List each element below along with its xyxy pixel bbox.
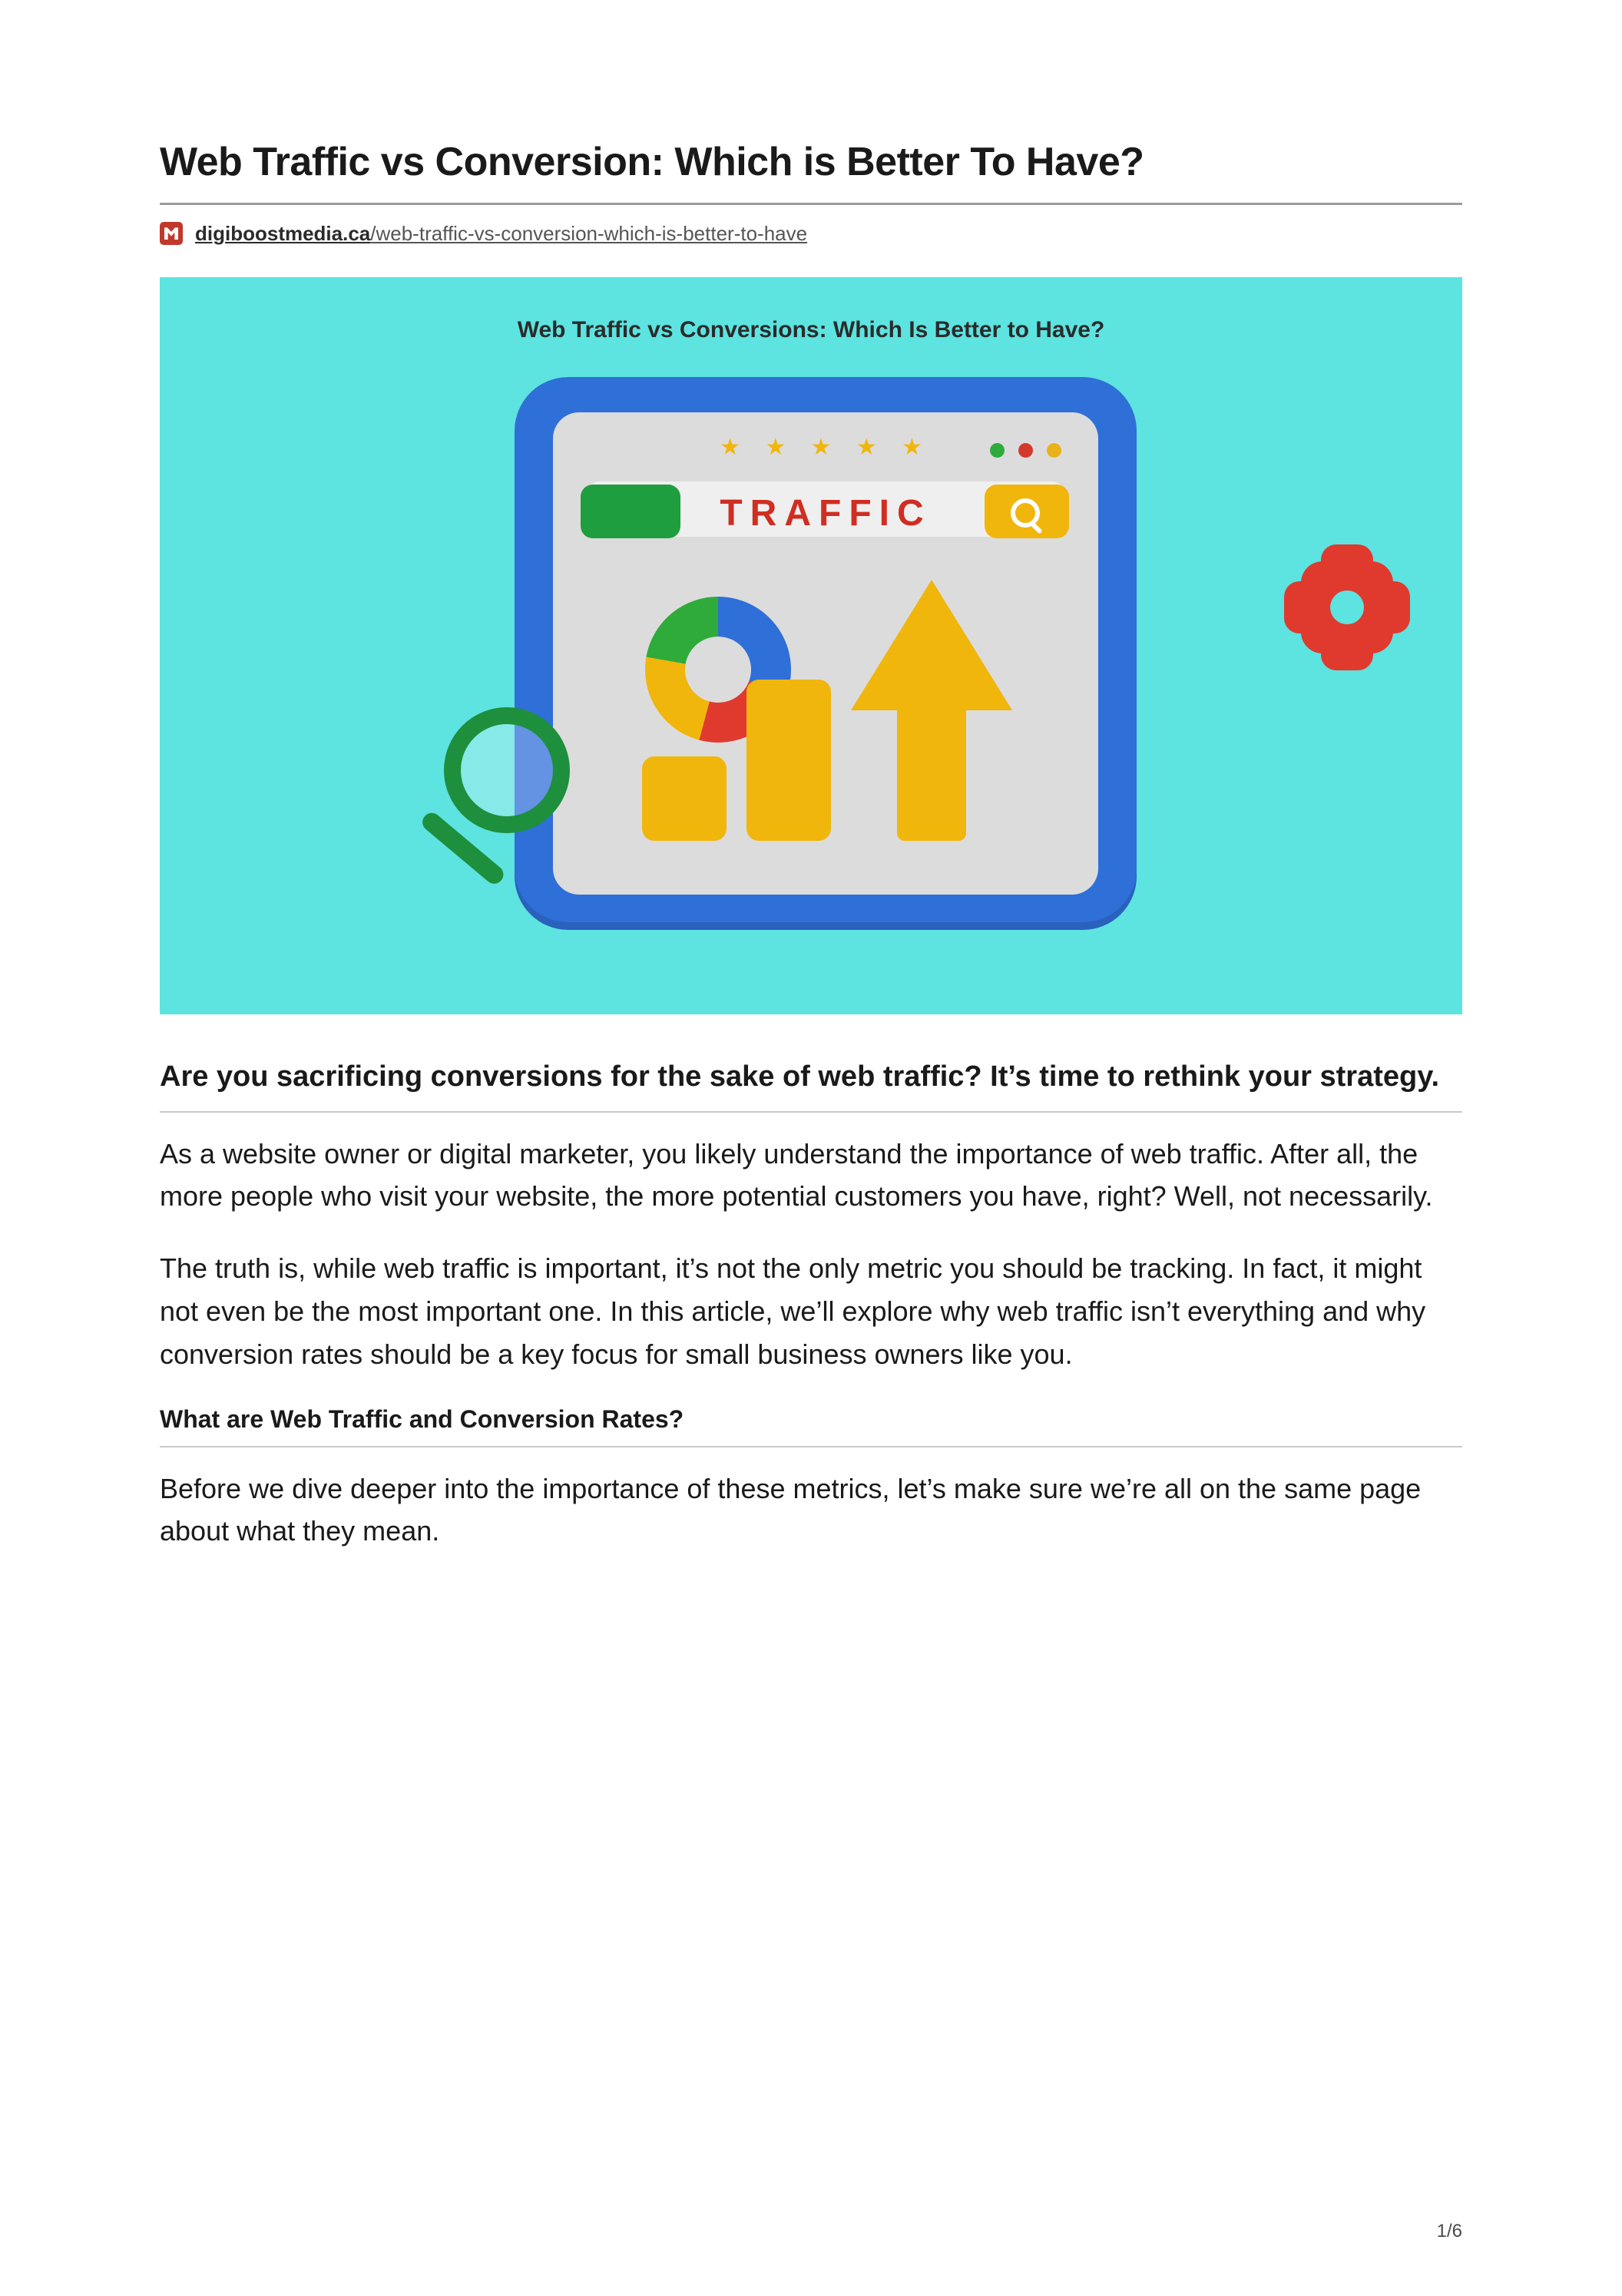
gear-icon (1301, 561, 1393, 653)
mail-icon (160, 222, 183, 245)
illustration-search-bar (587, 481, 1064, 541)
up-arrow-head-icon (851, 580, 1012, 710)
url-domain[interactable]: digiboostmedia.ca (195, 222, 371, 246)
body-paragraph-1: As a website owner or digital marketer, you likely understand the importance of web traffic. After all, the more people who visit your website, the more potential customers you have, right? Well, not necessarily. (160, 1137, 1433, 1213)
lead-divider (160, 1111, 1462, 1113)
section-subheading: What are Web Traffic and Conversion Rates? (160, 1404, 684, 1433)
body-paragraph-3: Before we dive deeper into the importance of these metrics, let’s make sure we’re all on the same page about what they mean. (160, 1472, 1422, 1547)
browser-illustration (515, 377, 1137, 930)
bar-chart-small-icon (642, 756, 727, 841)
gear-center-hole (1330, 591, 1364, 624)
page-title: Web Traffic vs Conversion: Which is Better To Have? (160, 140, 1144, 184)
bar-chart-tall-icon (746, 680, 831, 841)
traffic-word: TRAFFIC (720, 493, 932, 534)
document-content (160, 138, 1462, 1582)
body-paragraph-2: The truth is, while web traffic is important, it’s not the only metric you should be tracking. In fact, it might not even be the most important one. In this article, we’ll explore why web traffic isn’t everything and why conversion rates should be a key focus for small business owners like you. (160, 1252, 1426, 1370)
source-url-row[interactable] (160, 222, 1462, 245)
up-arrow-stem-icon (897, 695, 966, 841)
url-path[interactable]: /web-traffic-vs-conversion-which-is-better-to-have (370, 222, 808, 246)
title-divider (160, 203, 1462, 205)
lead-paragraph: Are you sacrificing conversions for the sake of web traffic? It’s time to rethink your strategy. (160, 1060, 1440, 1093)
browser-window-inner (553, 412, 1098, 895)
hero-caption: Web Traffic vs Conversions: Which Is Better to Have? (517, 317, 1105, 343)
page-number: 1/6 (1436, 2221, 1462, 2241)
subheading-divider (160, 1446, 1462, 1447)
magnifier-icon (444, 707, 570, 833)
hero-image (160, 277, 1462, 1014)
source-url[interactable] (195, 222, 808, 246)
rating-stars: ★ ★ ★ ★ ★ (720, 435, 932, 461)
